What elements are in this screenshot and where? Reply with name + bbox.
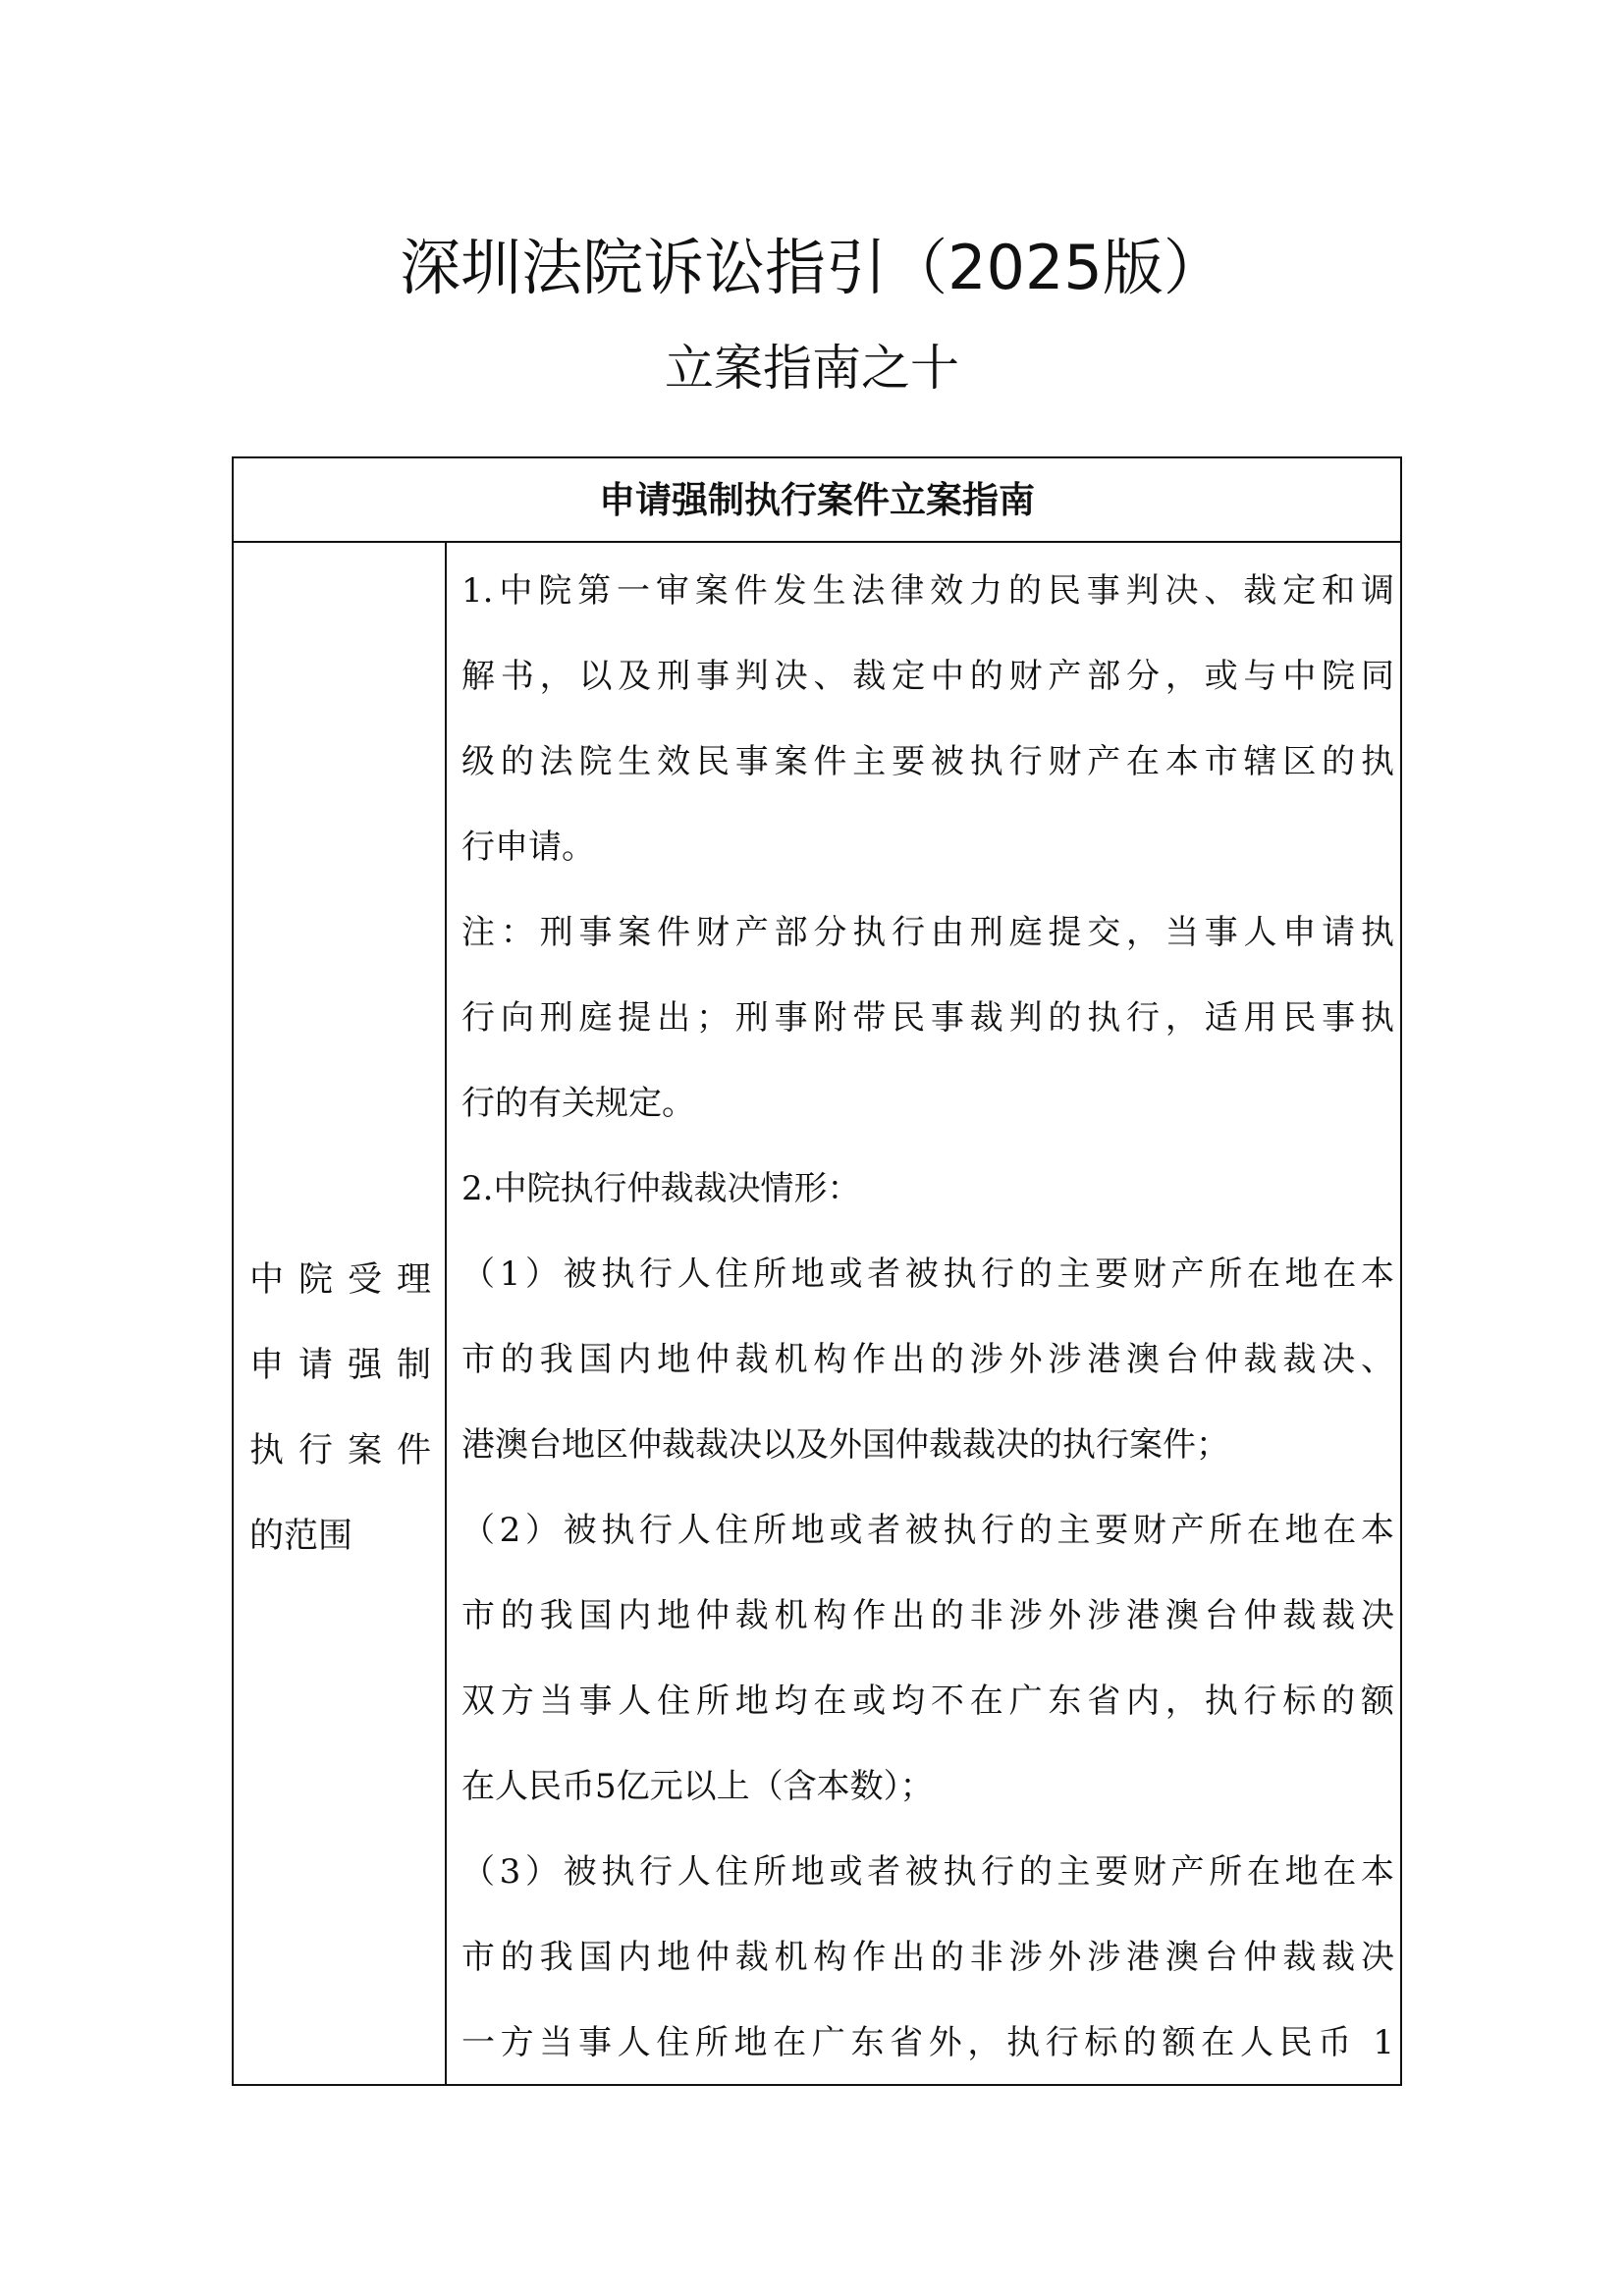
page-title: 深圳法院诉讼指引（2025版） — [400, 232, 1224, 303]
content-line: 在人民币5亿元以上（含本数）； — [461, 1767, 934, 1806]
scope-label-line: 申请强制 — [249, 1346, 431, 1385]
table-heading: 申请强制执行案件立案指南 — [234, 458, 1400, 543]
scope-label-line: 执行案件 — [249, 1431, 431, 1470]
column-divider — [445, 543, 447, 2086]
content-line: 2.中院执行仲裁裁决情形： — [461, 1169, 861, 1208]
content-line: 行的有关规定。 — [461, 1084, 695, 1123]
content-line: 一方当事人住所地在广东省外，执行标的额在人民币 1 — [461, 2023, 1394, 2062]
content-line: （2）被执行人住所地或者被执行的主要财产所在地在本 — [461, 1511, 1394, 1550]
content-line: 行向刑庭提出；刑事附带民事裁判的执行，适用民事执 — [461, 998, 1394, 1038]
scope-label-line: 中院受理 — [249, 1260, 431, 1300]
content-line: 双方当事人住所地均在或均不在广东省内，执行标的额 — [461, 1682, 1394, 1721]
content-line: 市的我国内地仲裁机构作出的涉外涉港澳台仲裁裁决、 — [461, 1340, 1394, 1379]
content-line: 港澳台地区仲裁裁决以及外国仲裁裁决的执行案件； — [461, 1425, 1229, 1465]
content-line: 市的我国内地仲裁机构作出的非涉外涉港澳台仲裁裁决 — [461, 1938, 1394, 1977]
scope-label-line: 的范围 — [249, 1517, 353, 1556]
page-subtitle: 立案指南之十 — [665, 340, 959, 397]
content-line: 解书，以及刑事判决、裁定中的财产部分，或与中院同 — [461, 657, 1394, 696]
content-line: （3）被执行人住所地或者被执行的主要财产所在地在本 — [461, 1852, 1394, 1892]
content-line: 级的法院生效民事案件主要被执行财产在本市辖区的执 — [461, 742, 1394, 781]
content-line: （1）被执行人住所地或者被执行的主要财产所在地在本 — [461, 1255, 1394, 1294]
content-line: 注：刑事案件财产部分执行由刑庭提交，当事人申请执 — [461, 913, 1394, 952]
guide-table — [232, 456, 1402, 2086]
content-line: 市的我国内地仲裁机构作出的非涉外涉港澳台仲裁裁决 — [461, 1596, 1394, 1635]
content-line: 1.中院第一审案件发生法律效力的民事判决、裁定和调 — [461, 571, 1394, 611]
content-line: 行申请。 — [461, 828, 595, 867]
